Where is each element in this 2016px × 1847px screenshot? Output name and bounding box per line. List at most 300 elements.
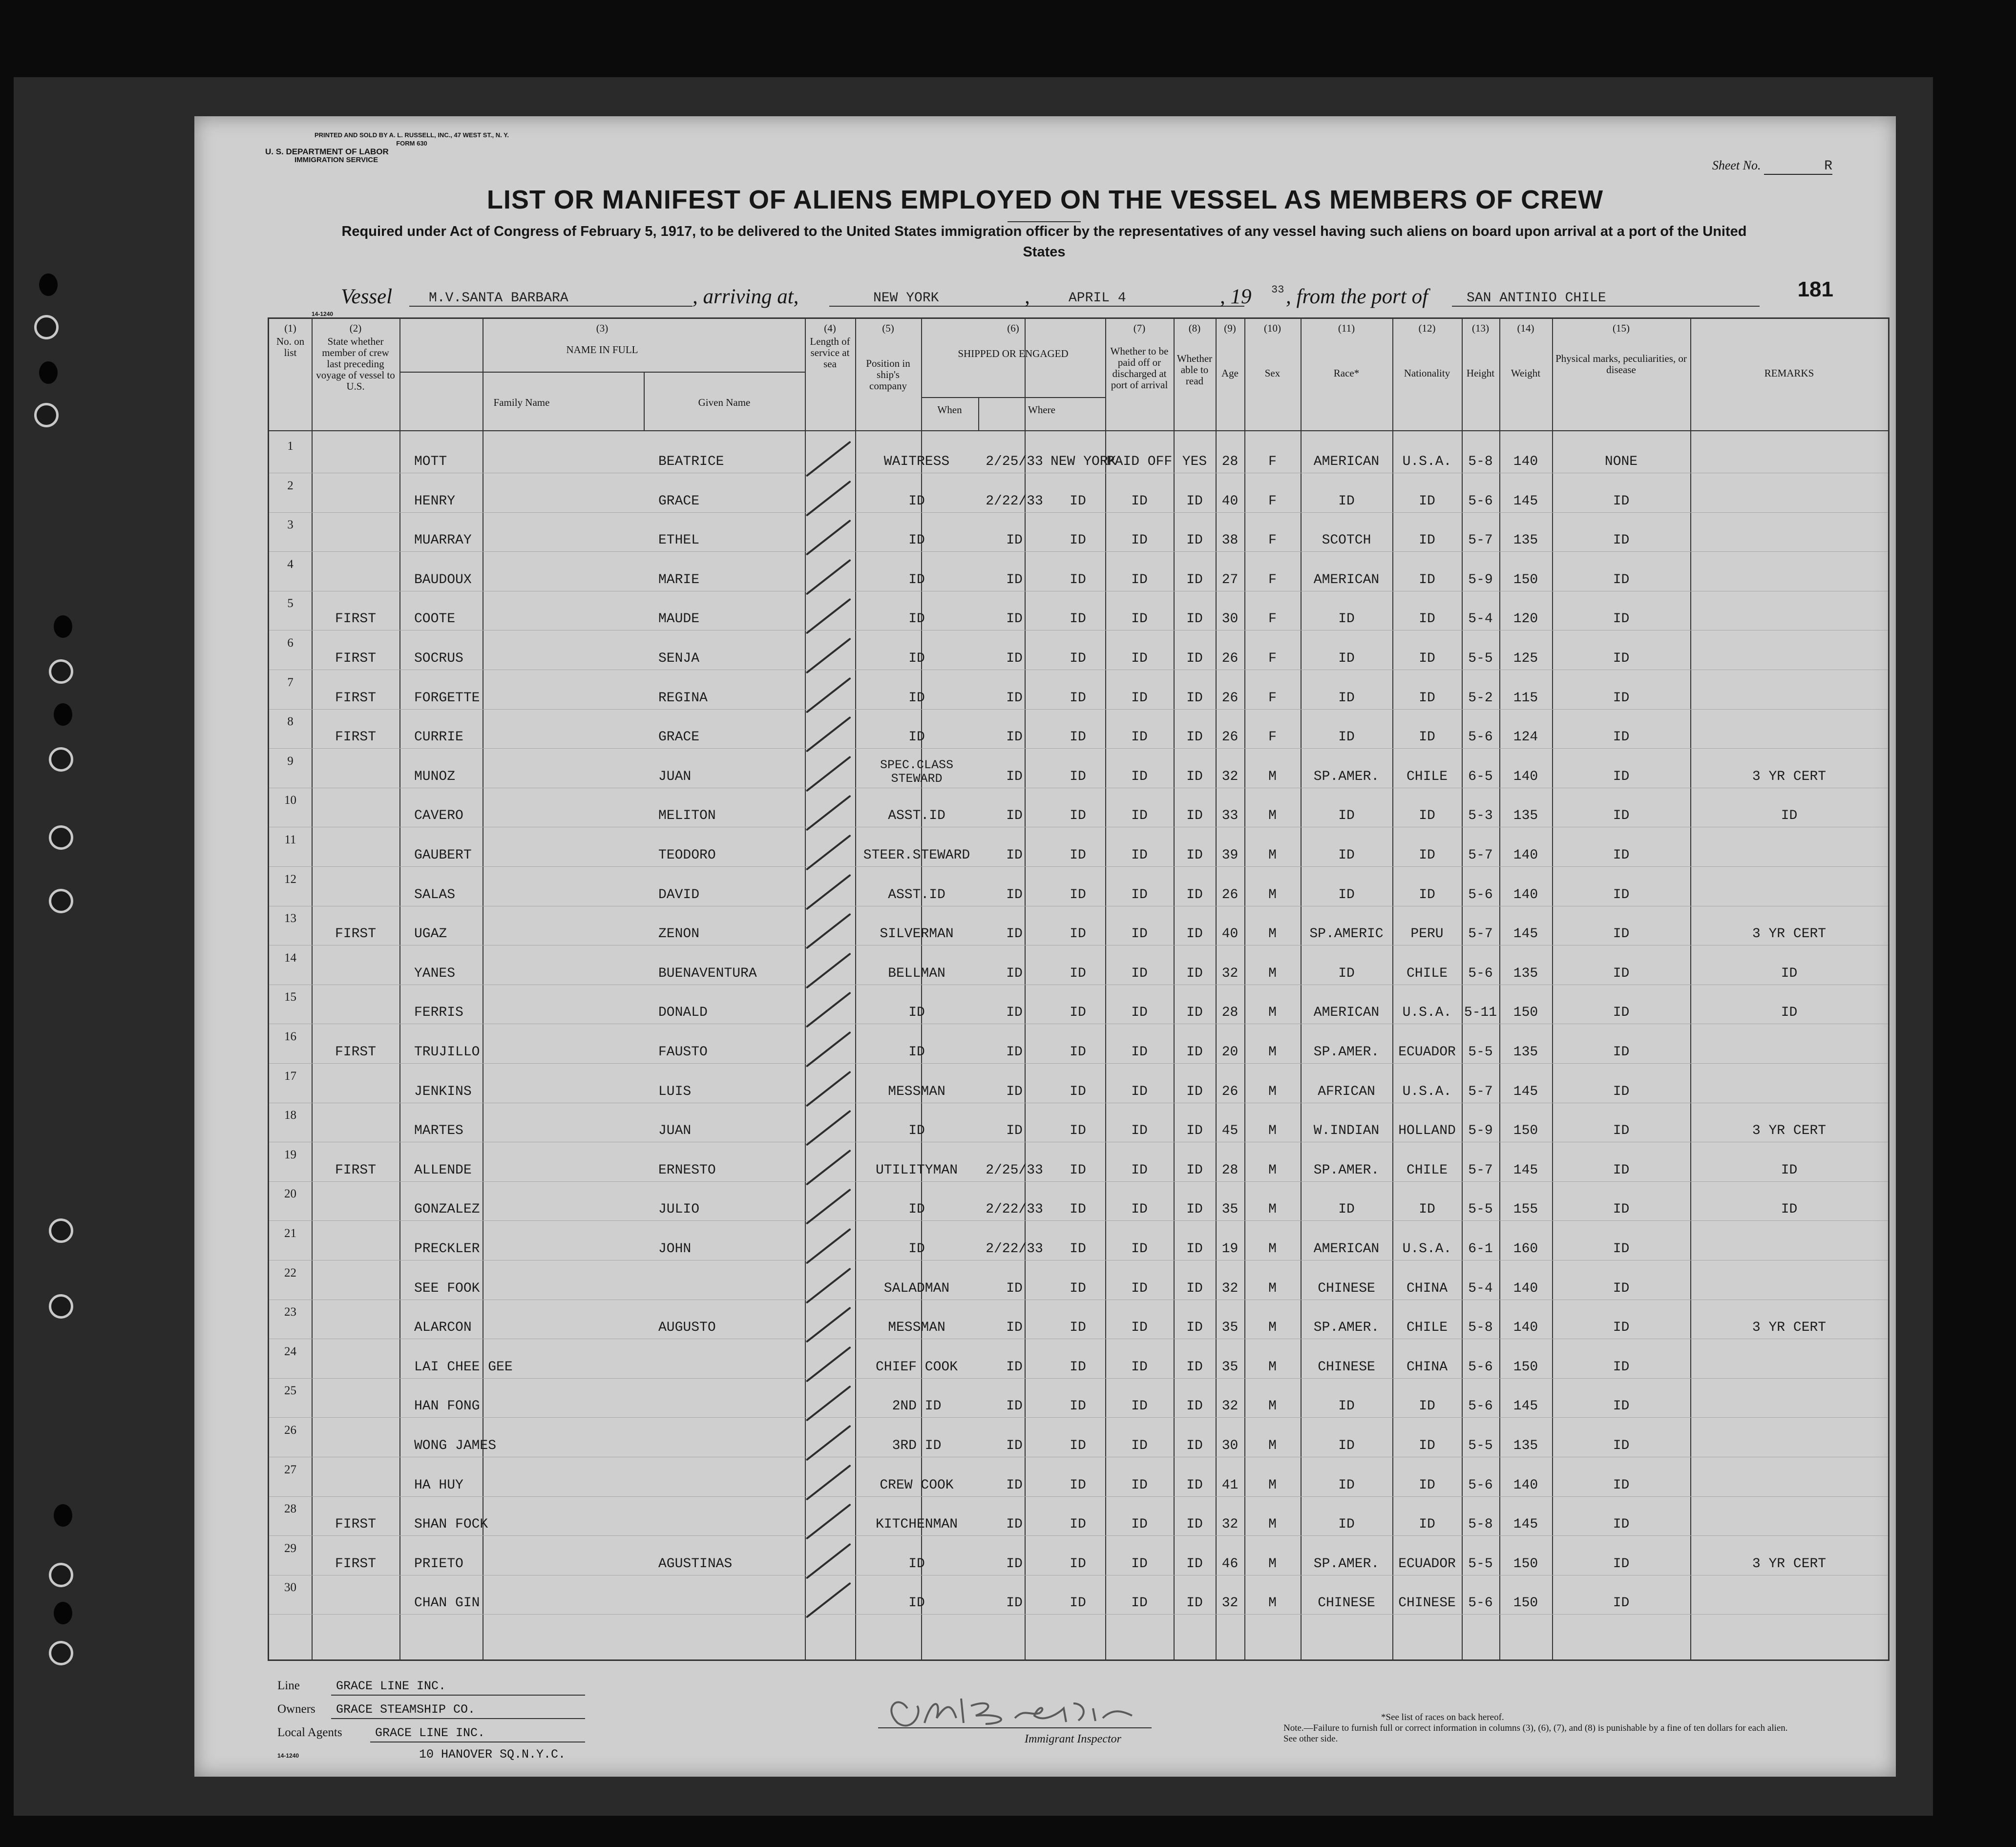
- check-mark: [806, 1228, 851, 1264]
- cell-no: 9: [287, 754, 294, 768]
- row-rule: [269, 748, 1888, 749]
- cell-weight: 150: [1513, 1556, 1538, 1572]
- cell-weight: 140: [1513, 769, 1538, 784]
- cell-when: ID: [1006, 533, 1023, 548]
- cell-race: ID: [1338, 1517, 1355, 1532]
- cell-given: AUGUSTO: [658, 1320, 716, 1336]
- cell-height: 5-4: [1468, 1280, 1493, 1296]
- cell-race: AMERICAN: [1313, 572, 1380, 588]
- cell-weight: 150: [1513, 1123, 1538, 1139]
- column-header-c10: Sex: [1264, 367, 1281, 379]
- row-rule: [269, 1614, 1888, 1615]
- cell-sex: M: [1268, 965, 1277, 981]
- cell-sex: M: [1268, 1084, 1277, 1099]
- cell-race: AMERICAN: [1313, 1241, 1380, 1257]
- cell-when: ID: [1006, 887, 1023, 903]
- column-header-c8: Whether able to read: [1176, 353, 1213, 387]
- cell-race: ID: [1338, 848, 1355, 863]
- arrival-port: NEW YORK: [829, 291, 1059, 307]
- column-rule: [399, 319, 400, 1659]
- cell-race: SP.AMER.: [1313, 769, 1380, 784]
- cell-family: SEE FOOK: [414, 1280, 480, 1296]
- cell-marks: NONE: [1604, 454, 1638, 469]
- cell-position: SALADMAN: [883, 1280, 950, 1296]
- cell-no: 28: [284, 1502, 296, 1516]
- cell-remarks: ID: [1781, 1005, 1798, 1021]
- cell-race: ID: [1338, 493, 1355, 509]
- cell-family: MUNOZ: [414, 769, 456, 784]
- column-header-c3b: Given Name: [698, 397, 751, 408]
- cell-paid: ID: [1131, 1202, 1148, 1217]
- cell-age: 19: [1221, 1241, 1239, 1257]
- cell-given: JUAN: [658, 1123, 692, 1139]
- cell-marks: ID: [1613, 965, 1630, 981]
- cell-marks: ID: [1613, 690, 1630, 706]
- cell-sex: M: [1268, 848, 1277, 863]
- cell-nat: CHILE: [1406, 965, 1448, 981]
- cell-where: NEW YORK: [1050, 454, 1116, 469]
- cell-paid: ID: [1131, 1123, 1148, 1139]
- cell-paid: ID: [1131, 1005, 1148, 1021]
- cell-where: ID: [1070, 730, 1086, 745]
- cell-weight: 145: [1513, 1517, 1538, 1532]
- cell-no: 3: [287, 518, 294, 532]
- cell-family: FORGETTE: [414, 690, 480, 706]
- row-rule: [269, 551, 1888, 552]
- cell-height: 5-5: [1468, 1045, 1493, 1060]
- cell-prev: FIRST: [335, 690, 376, 706]
- cell-race: SP.AMER.: [1313, 1162, 1380, 1178]
- cell-no: 10: [284, 794, 296, 807]
- cell-when: ID: [1006, 965, 1023, 981]
- cell-height: 5-7: [1468, 533, 1493, 548]
- cell-position: ID: [908, 1241, 925, 1257]
- cell-race: ID: [1338, 1438, 1355, 1453]
- check-mark: [806, 677, 851, 713]
- cell-family: MOTT: [414, 454, 447, 469]
- row-rule: [269, 1220, 1888, 1221]
- cell-nat: ID: [1419, 690, 1435, 706]
- cell-weight: 140: [1513, 887, 1538, 903]
- cell-family: PRECKLER: [414, 1241, 480, 1257]
- cell-marks: ID: [1613, 1556, 1630, 1572]
- cell-weight: 135: [1513, 1438, 1538, 1453]
- owners-label: Owners: [277, 1702, 315, 1716]
- column-rule: [855, 319, 856, 1659]
- cell-prev: FIRST: [335, 1162, 376, 1178]
- cell-race: W.INDIAN: [1313, 1123, 1380, 1139]
- cell-age: 26: [1221, 887, 1239, 903]
- cell-paid: ID: [1131, 848, 1148, 863]
- cell-no: 26: [284, 1424, 296, 1437]
- check-mark: [806, 598, 851, 634]
- column-rule: [1462, 319, 1463, 1659]
- cell-nat: CHINESE: [1398, 1595, 1456, 1611]
- cell-where: ID: [1070, 1438, 1086, 1453]
- cell-marks: ID: [1613, 1595, 1630, 1611]
- cell-race: SP.AMER.: [1313, 1556, 1380, 1572]
- column-header-c3: NAME IN FULL: [566, 344, 638, 356]
- cell-no: 25: [284, 1384, 296, 1398]
- cell-marks: ID: [1613, 1162, 1630, 1178]
- cell-height: 5-8: [1468, 1517, 1493, 1532]
- cell-paid: ID: [1131, 690, 1148, 706]
- cell-family: CHAN GIN: [414, 1595, 480, 1611]
- cell-read: ID: [1186, 572, 1203, 588]
- cell-sex: M: [1268, 1045, 1277, 1060]
- cell-age: 32: [1221, 1517, 1239, 1532]
- cell-height: 5-6: [1468, 493, 1493, 509]
- column-header-c9_num: (9): [1224, 322, 1236, 334]
- signature-graphic: [878, 1689, 1152, 1733]
- cell-nat: ID: [1419, 1202, 1435, 1217]
- cell-where: ID: [1070, 926, 1086, 942]
- cell-read: ID: [1186, 493, 1203, 509]
- cell-position: KITCHENMAN: [875, 1517, 958, 1532]
- cell-age: 39: [1221, 848, 1239, 863]
- cell-sex: M: [1268, 769, 1277, 784]
- cell-sex: F: [1268, 690, 1277, 706]
- cell-family: MUARRAY: [414, 533, 472, 548]
- cell-remarks: ID: [1781, 1162, 1798, 1178]
- cell-no: 27: [284, 1463, 296, 1476]
- column-rule: [312, 319, 313, 1659]
- cell-when: ID: [1006, 1084, 1023, 1099]
- page-subtitle: Required under Act of Congress of February 5, 1917, to be delivered to the United States immigration officer by the representatives of any vessel having such aliens on board upon arrival at a port of the United States: [341, 224, 1747, 260]
- cell-read: ID: [1186, 887, 1203, 903]
- cell-nat: CHINA: [1406, 1280, 1448, 1296]
- cell-sex: F: [1268, 572, 1277, 588]
- cell-position: MESSMAN: [888, 1320, 945, 1336]
- vessel-name: M.V.SANTA BARBARA: [409, 291, 693, 307]
- cell-where: ID: [1070, 1123, 1086, 1139]
- cell-given: GRACE: [658, 730, 700, 745]
- cell-race: AMERICAN: [1313, 454, 1380, 469]
- cell-height: 5-7: [1468, 848, 1493, 863]
- check-mark: [806, 913, 851, 949]
- cell-family: ALARCON: [414, 1320, 472, 1336]
- cell-given: TEODORO: [658, 848, 716, 863]
- cell-marks: ID: [1613, 1399, 1630, 1414]
- row-rule: [269, 1378, 1888, 1379]
- service-label: IMMIGRATION SERVICE: [294, 156, 378, 164]
- cell-family: ALLENDE: [414, 1162, 472, 1178]
- column-header-c1_num: (1): [284, 322, 296, 334]
- cell-no: 2: [287, 479, 294, 492]
- cell-paid: ID: [1131, 1438, 1148, 1453]
- column-rule: [1690, 319, 1691, 1659]
- cell-paid: ID: [1131, 1280, 1148, 1296]
- check-mark: [806, 559, 851, 595]
- cell-position: WAITRESS: [883, 454, 950, 469]
- cell-race: ID: [1338, 887, 1355, 903]
- cell-where: ID: [1070, 1202, 1086, 1217]
- column-rule: [1244, 319, 1245, 1659]
- cell-marks: ID: [1613, 651, 1630, 666]
- cell-nat: ID: [1419, 493, 1435, 509]
- cell-no: 24: [284, 1344, 296, 1358]
- row-rule: [269, 512, 1888, 513]
- cell-when: ID: [1006, 730, 1023, 745]
- cell-age: 28: [1221, 1162, 1239, 1178]
- cell-when: ID: [1006, 1595, 1023, 1611]
- cell-height: 5-9: [1468, 572, 1493, 588]
- cell-nat: ID: [1419, 887, 1435, 903]
- column-rule: [1392, 319, 1393, 1659]
- cell-family: BAUDOUX: [414, 572, 472, 588]
- cell-age: 30: [1221, 611, 1239, 627]
- cell-read: ID: [1186, 965, 1203, 981]
- cell-marks: ID: [1613, 1005, 1630, 1021]
- cell-marks: ID: [1613, 1084, 1630, 1099]
- cell-sex: M: [1268, 1005, 1277, 1021]
- cell-given: MAUDE: [658, 611, 700, 627]
- cell-race: SP.AMERIC: [1309, 926, 1384, 942]
- column-header-c8_num: (8): [1188, 322, 1201, 334]
- cell-sex: M: [1268, 1123, 1277, 1139]
- cell-height: 5-6: [1468, 1359, 1493, 1375]
- column-header-c13: Height: [1466, 367, 1495, 379]
- cell-family: COOTE: [414, 611, 456, 627]
- cell-age: 28: [1221, 454, 1239, 469]
- cell-read: ID: [1186, 1517, 1203, 1532]
- cell-height: 5-6: [1468, 730, 1493, 745]
- cell-when: ID: [1006, 1005, 1023, 1021]
- cell-when: ID: [1006, 572, 1023, 588]
- cell-position: STEER.STEWARD: [863, 848, 970, 863]
- check-mark: [806, 1504, 851, 1540]
- column-header-c6b: Where: [1028, 404, 1055, 416]
- cell-nat: U.S.A.: [1402, 1005, 1452, 1021]
- cell-read: ID: [1186, 1202, 1203, 1217]
- cell-position: ID: [908, 493, 925, 509]
- cell-paid: PAID OFF: [1106, 454, 1173, 469]
- cell-position: ID: [908, 730, 925, 745]
- cell-remarks: ID: [1781, 1202, 1798, 1217]
- cell-position: ID: [908, 651, 925, 666]
- cell-read: ID: [1186, 1280, 1203, 1296]
- cell-when: ID: [1006, 1123, 1023, 1139]
- column-header-c15_num: (15): [1613, 322, 1630, 334]
- column-header-c10_num: (10): [1264, 322, 1281, 334]
- from-label: , from the port of: [1286, 285, 1428, 308]
- cell-race: CHINESE: [1318, 1595, 1375, 1611]
- subheader-rule: [399, 372, 805, 373]
- cell-when: 2/22/33: [986, 1202, 1043, 1217]
- cell-height: 5-6: [1468, 887, 1493, 903]
- agents-value: GRACE LINE INC.: [375, 1726, 485, 1740]
- manifest-table: [268, 317, 1890, 1661]
- cell-marks: ID: [1613, 572, 1630, 588]
- cell-read: ID: [1186, 533, 1203, 548]
- cell-family: LAI CHEE GEE: [414, 1359, 513, 1375]
- cell-no: 7: [287, 675, 294, 689]
- cell-sex: M: [1268, 1280, 1277, 1296]
- cell-position: CREW COOK: [880, 1477, 954, 1493]
- cell-marks: ID: [1613, 1477, 1630, 1493]
- column-header-c11: Race*: [1333, 367, 1360, 379]
- cell-read: ID: [1186, 690, 1203, 706]
- cell-read: ID: [1186, 1595, 1203, 1611]
- row-rule: [269, 1417, 1888, 1418]
- cell-height: 6-1: [1468, 1241, 1493, 1257]
- departure-port: SAN ANTINIO CHILE: [1452, 291, 1760, 307]
- row-rule: [269, 1496, 1888, 1497]
- cell-when: ID: [1006, 926, 1023, 942]
- cell-where: ID: [1070, 1595, 1086, 1611]
- cell-no: 20: [284, 1187, 296, 1201]
- cell-paid: ID: [1131, 1477, 1148, 1493]
- cell-race: ID: [1338, 808, 1355, 824]
- cell-family: YANES: [414, 965, 456, 981]
- cell-position: SPEC.CLASS STEWARD: [880, 757, 954, 786]
- cell-weight: 140: [1513, 1477, 1538, 1493]
- cell-paid: ID: [1131, 1084, 1148, 1099]
- cell-height: 5-6: [1468, 965, 1493, 981]
- cell-where: ID: [1070, 1517, 1086, 1532]
- cell-marks: ID: [1613, 1320, 1630, 1336]
- column-header-c7: Whether to be paid off or discharged at port of arrival: [1110, 345, 1169, 391]
- sheet-no-label: Sheet No.: [1712, 158, 1761, 172]
- cell-weight: 145: [1513, 493, 1538, 509]
- cell-given: FAUSTO: [658, 1045, 708, 1060]
- cell-position: 2ND ID: [892, 1399, 942, 1414]
- cell-given: JOHN: [658, 1241, 692, 1257]
- vessel-label: Vessel: [341, 285, 393, 308]
- check-mark: [806, 1385, 851, 1422]
- cell-marks: ID: [1613, 1359, 1630, 1375]
- cell-where: ID: [1070, 651, 1086, 666]
- cell-nat: ID: [1419, 1438, 1435, 1453]
- cell-no: 11: [284, 833, 296, 846]
- cell-height: 5-3: [1468, 808, 1493, 824]
- cell-nat: U.S.A.: [1402, 1241, 1452, 1257]
- cell-given: ZENON: [658, 926, 700, 942]
- cell-sex: M: [1268, 1359, 1277, 1375]
- cell-sex: M: [1268, 1399, 1277, 1414]
- cell-race: AFRICAN: [1318, 1084, 1375, 1099]
- cell-where: ID: [1070, 1280, 1086, 1296]
- check-mark: [806, 716, 851, 753]
- binder-holes: [34, 254, 78, 1719]
- cell-when: 2/25/33: [986, 454, 1043, 469]
- cell-age: 46: [1221, 1556, 1239, 1572]
- column-rule: [1216, 319, 1217, 1659]
- cell-marks: ID: [1613, 611, 1630, 627]
- cell-family: TRUJILLO: [414, 1045, 480, 1060]
- cell-sex: F: [1268, 651, 1277, 666]
- cell-weight: 160: [1513, 1241, 1538, 1257]
- cell-nat: PERU: [1410, 926, 1444, 942]
- cell-age: 27: [1221, 572, 1239, 588]
- cell-paid: ID: [1131, 965, 1148, 981]
- check-mark: [806, 1267, 851, 1303]
- check-mark: [806, 1346, 851, 1382]
- cell-where: ID: [1070, 965, 1086, 981]
- cell-age: 38: [1221, 533, 1239, 548]
- cell-height: 5-5: [1468, 1202, 1493, 1217]
- corner-stamp: [1842, 126, 1881, 175]
- column-header-c14: Weight: [1511, 367, 1541, 379]
- cell-age: 26: [1221, 690, 1239, 706]
- cell-sex: M: [1268, 887, 1277, 903]
- cell-age: 20: [1221, 1045, 1239, 1060]
- cell-family: GONZALEZ: [414, 1202, 480, 1217]
- cell-remarks: 3 YR CERT: [1752, 1123, 1827, 1139]
- cell-age: 33: [1221, 808, 1239, 824]
- penalty-note: Note.—Failure to furnish full or correct information in columns (3), (6), (7), and (8) is punishable by a fine of ten dollars for each alien. See other side.: [1283, 1723, 1788, 1744]
- cell-marks: ID: [1613, 1438, 1630, 1453]
- cell-where: ID: [1070, 1320, 1086, 1336]
- cell-nat: ID: [1419, 533, 1435, 548]
- cell-given: MARIE: [658, 572, 700, 588]
- cell-family: HAN FONG: [414, 1399, 480, 1414]
- cell-given: MELITON: [658, 808, 716, 824]
- cell-nat: U.S.A.: [1402, 454, 1452, 469]
- department-label: U. S. DEPARTMENT OF LABOR: [265, 147, 389, 156]
- cell-marks: ID: [1613, 1280, 1630, 1296]
- column-header-c2: State whether member of crew last preceding voyage of vessel to U.S.: [316, 336, 395, 392]
- column-header-c5_num: (5): [882, 322, 894, 334]
- cell-when: 2/25/33: [986, 1162, 1043, 1178]
- cell-height: 5-8: [1468, 454, 1493, 469]
- cell-given: GRACE: [658, 493, 700, 509]
- cell-given: BUENAVENTURA: [658, 965, 757, 981]
- column-rule: [1105, 319, 1106, 1659]
- cell-when: 2/22/33: [986, 493, 1043, 509]
- column-header-c12: Nationality: [1404, 367, 1450, 379]
- cell-nat: HOLLAND: [1398, 1123, 1456, 1139]
- printer-imprint: [265, 131, 558, 164]
- cell-where: ID: [1070, 848, 1086, 863]
- cell-paid: ID: [1131, 1556, 1148, 1572]
- column-header-c15: Physical marks, peculiarities, or disease: [1555, 353, 1687, 376]
- cell-nat: CHINA: [1406, 1359, 1448, 1375]
- cell-marks: ID: [1613, 1045, 1630, 1060]
- cell-sex: F: [1268, 730, 1277, 745]
- cell-race: ID: [1338, 965, 1355, 981]
- cell-marks: ID: [1613, 887, 1630, 903]
- column-rule: [921, 319, 922, 1659]
- cell-paid: ID: [1131, 572, 1148, 588]
- cell-race: ID: [1338, 1202, 1355, 1217]
- cell-where: ID: [1070, 1084, 1086, 1099]
- cell-weight: 150: [1513, 572, 1538, 588]
- cell-marks: ID: [1613, 769, 1630, 784]
- cell-paid: ID: [1131, 808, 1148, 824]
- cell-no: 21: [284, 1227, 296, 1240]
- cell-race: SP.AMER.: [1313, 1320, 1380, 1336]
- cell-where: ID: [1070, 572, 1086, 588]
- column-header-c1: No. on list: [276, 336, 305, 358]
- cell-read: ID: [1186, 1399, 1203, 1414]
- cell-marks: ID: [1613, 1241, 1630, 1257]
- check-mark: [806, 992, 851, 1028]
- cell-sex: M: [1268, 1438, 1277, 1453]
- check-mark: [806, 1307, 851, 1343]
- cell-sex: M: [1268, 808, 1277, 824]
- cell-paid: ID: [1131, 651, 1148, 666]
- sheet-no-value: R: [1764, 159, 1832, 175]
- column-rule: [1174, 319, 1175, 1659]
- cell-age: 40: [1221, 493, 1239, 509]
- cell-family: SHAN FOCK: [414, 1517, 488, 1532]
- column-header-c4_num: (4): [824, 322, 836, 334]
- check-mark: [806, 1464, 851, 1500]
- cell-age: 35: [1221, 1202, 1239, 1217]
- cell-when: ID: [1006, 1320, 1023, 1336]
- cell-sex: F: [1268, 454, 1277, 469]
